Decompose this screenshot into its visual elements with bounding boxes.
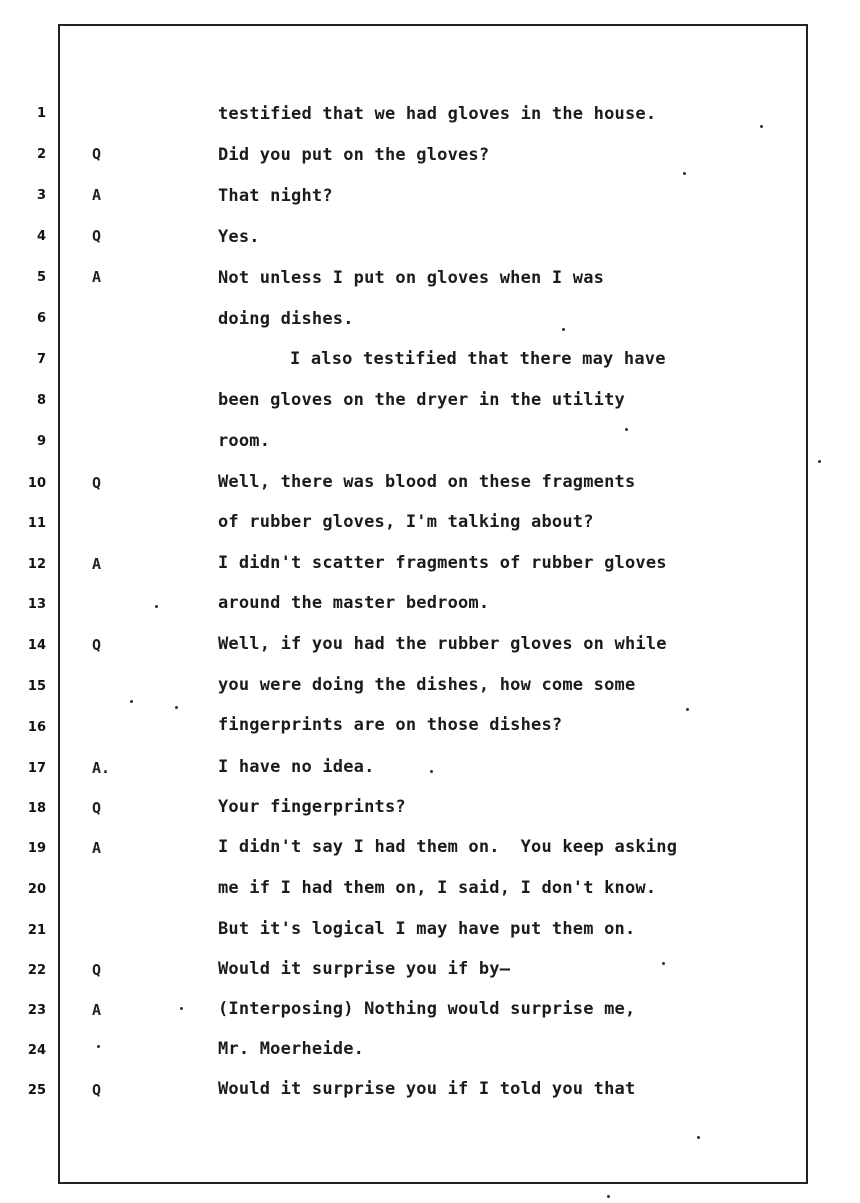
scan-speck [130, 700, 133, 703]
transcript-line: me if I had them on, I said, I don't know. [218, 878, 657, 898]
scan-speck [175, 706, 178, 709]
scan-speck [562, 328, 565, 331]
speaker-label: Q [92, 636, 102, 654]
transcript-line: around the master bedroom. [218, 593, 490, 613]
speaker-label: A [92, 555, 102, 573]
transcript-line: been gloves on the dryer in the utility [218, 390, 625, 410]
transcript-line: Yes. [218, 227, 260, 247]
transcript-line: doing dishes. [218, 309, 354, 329]
line-number: 25 [27, 1083, 46, 1098]
line-number: 14 [27, 638, 46, 653]
line-number: 11 [27, 516, 46, 531]
transcript-line: of rubber gloves, I'm talking about? [218, 512, 594, 532]
transcript-line: I have no idea. [218, 757, 375, 777]
line-number: 16 [27, 720, 46, 735]
scan-speck [683, 172, 686, 175]
speaker-label: A. [92, 759, 111, 777]
line-number: 20 [27, 882, 46, 897]
line-number: 18 [27, 801, 46, 816]
line-number: 19 [27, 841, 46, 856]
line-number: 12 [27, 557, 46, 572]
speaker-label: Q [92, 145, 102, 163]
transcript-line: (Interposing) Nothing would surprise me, [218, 999, 636, 1019]
speaker-label: Q [92, 227, 102, 245]
speaker-label: Q [92, 1081, 102, 1099]
transcript-line: But it's logical I may have put them on. [218, 919, 636, 939]
transcript-line: testified that we had gloves in the house. [218, 104, 657, 124]
transcript-line: That night? [218, 186, 333, 206]
transcript-line: I didn't scatter fragments of rubber gloves [218, 553, 667, 573]
line-number: 24 [27, 1043, 46, 1058]
line-number: 15 [27, 679, 46, 694]
line-number: 21 [27, 923, 46, 938]
left-margin-rule [58, 24, 60, 1184]
line-number: 5 [36, 270, 46, 285]
line-number: 23 [27, 1003, 46, 1018]
scan-speck [662, 962, 665, 965]
transcript-line: Would it surprise you if I told you that [218, 1079, 636, 1099]
line-number: 3 [36, 188, 46, 203]
transcript-line: you were doing the dishes, how come some [218, 675, 636, 695]
transcript-line: I didn't say I had them on. You keep asking [218, 837, 678, 857]
line-number: 7 [36, 352, 46, 367]
speaker-label: Q [92, 799, 102, 817]
transcript-line: Well, there was blood on these fragments [218, 472, 636, 492]
transcript-line: I also testified that there may have [290, 349, 666, 369]
transcript-line: Mr. Moerheide. [218, 1039, 365, 1059]
transcript-line: room. [218, 431, 271, 451]
line-number: 17 [27, 761, 46, 776]
scan-speck [625, 428, 628, 431]
transcript-line: Did you put on the gloves? [218, 145, 490, 165]
speaker-label: A [92, 268, 102, 286]
scan-speck [155, 605, 158, 608]
transcript-line: Would it surprise you if by— [218, 959, 511, 979]
line-number: 6 [36, 311, 46, 326]
speaker-label: A [92, 186, 102, 204]
scan-speck [97, 1045, 100, 1048]
line-number: 13 [27, 597, 46, 612]
transcript-line: Your fingerprints? [218, 797, 406, 817]
line-number: 8 [36, 393, 46, 408]
line-number: 2 [36, 147, 46, 162]
line-number: 4 [36, 229, 46, 244]
scan-speck [180, 1007, 183, 1010]
scan-speck [686, 708, 689, 711]
line-number: 10 [27, 476, 46, 491]
scan-speck [697, 1136, 700, 1139]
transcript-line: fingerprints are on those dishes? [218, 715, 563, 735]
speaker-label: Q [92, 961, 102, 979]
scan-speck [430, 770, 433, 773]
transcript-line: Well, if you had the rubber gloves on while [218, 634, 667, 654]
speaker-label: A [92, 839, 102, 857]
line-number: 22 [27, 963, 46, 978]
scan-speck [818, 460, 821, 463]
scan-speck [760, 125, 763, 128]
speaker-label: Q [92, 474, 102, 492]
speaker-label: A [92, 1001, 102, 1019]
transcript-line: Not unless I put on gloves when I was [218, 268, 605, 288]
line-number: 1 [36, 106, 46, 121]
scan-speck [607, 1195, 610, 1198]
line-number: 9 [36, 434, 46, 449]
